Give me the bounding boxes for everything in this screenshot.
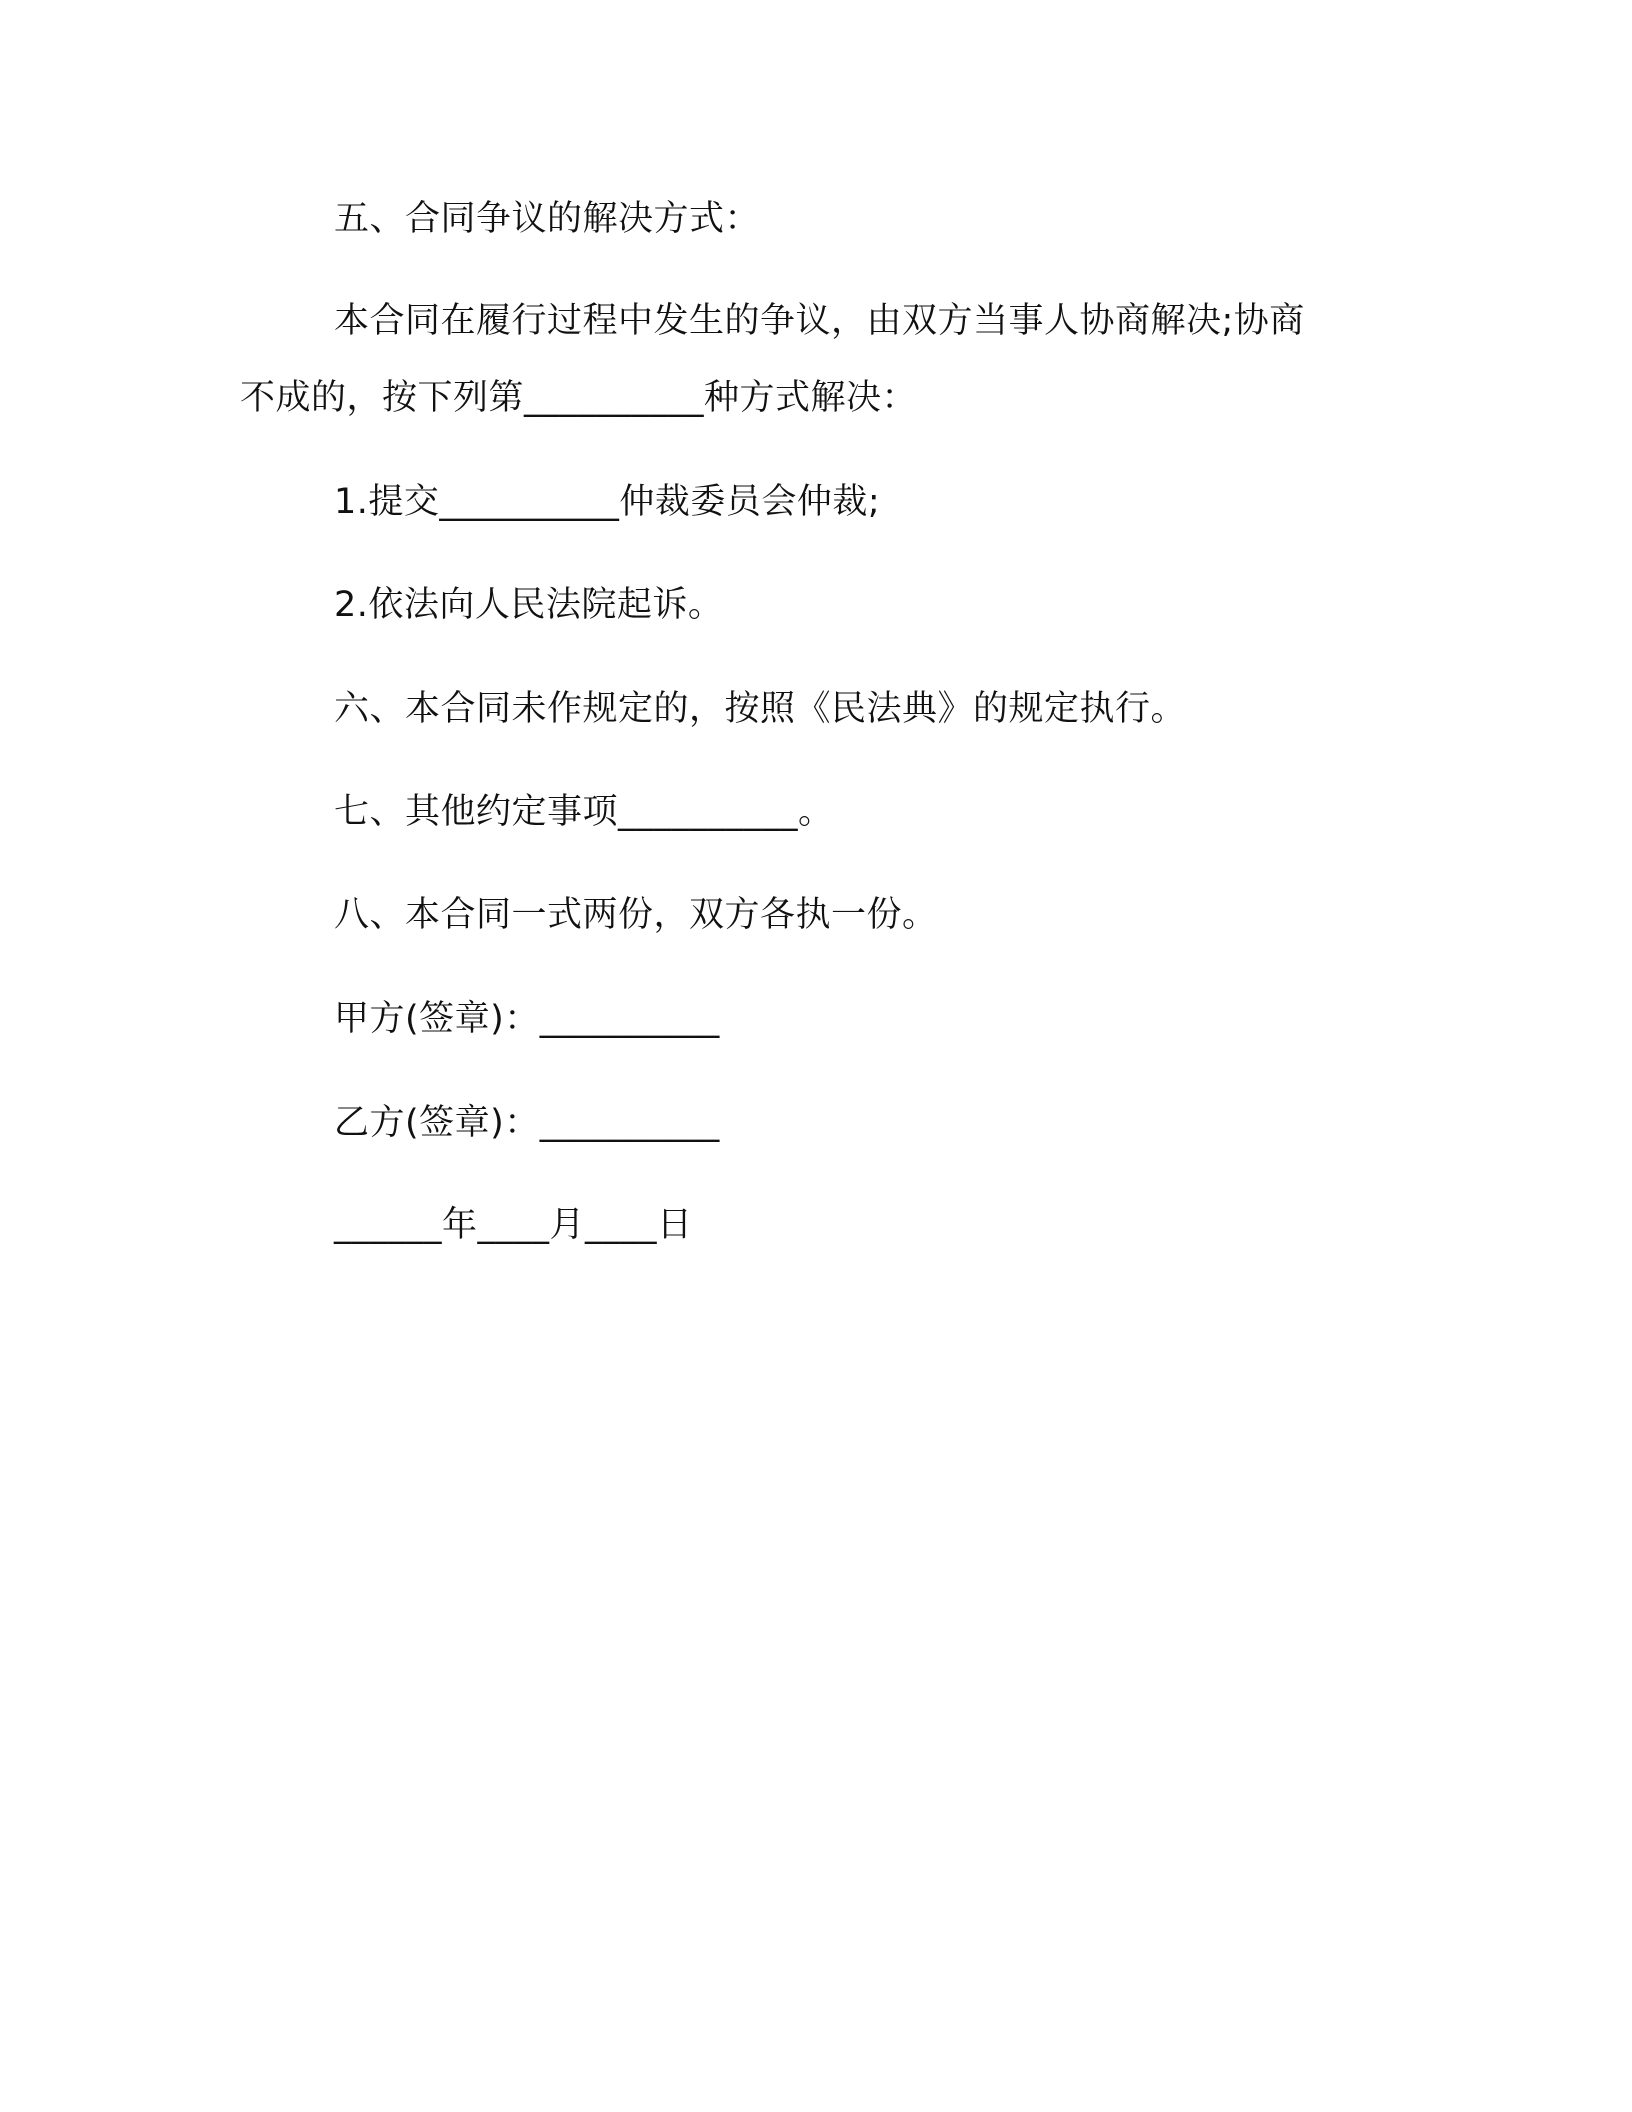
party-b-signature-line: 乙方(签章)：__________ <box>334 1103 720 1143</box>
date-line: ______年____月____日 <box>334 1205 693 1245</box>
section-5-option-2: 2.依法向人民法院起诉。 <box>334 585 724 625</box>
section-7-clause: 七、其他约定事项__________。 <box>334 792 834 832</box>
section-8-clause: 八、本合同一式两份，双方各执一份。 <box>334 895 938 935</box>
section-5-paragraph-line-1: 本合同在履行过程中发生的争议，由双方当事人协商解决;协商 <box>334 301 1305 341</box>
section-5-option-1: 1.提交__________仲裁委员会仲裁; <box>334 482 881 522</box>
section-5-heading: 五、合同争议的解决方式： <box>334 199 761 239</box>
party-a-signature-line: 甲方(签章)：__________ <box>334 999 720 1039</box>
section-5-paragraph-line-2: 不成的，按下列第__________种方式解决： <box>240 378 918 418</box>
section-6-clause: 六、本合同未作规定的，按照《民法典》的规定执行。 <box>334 689 1187 729</box>
